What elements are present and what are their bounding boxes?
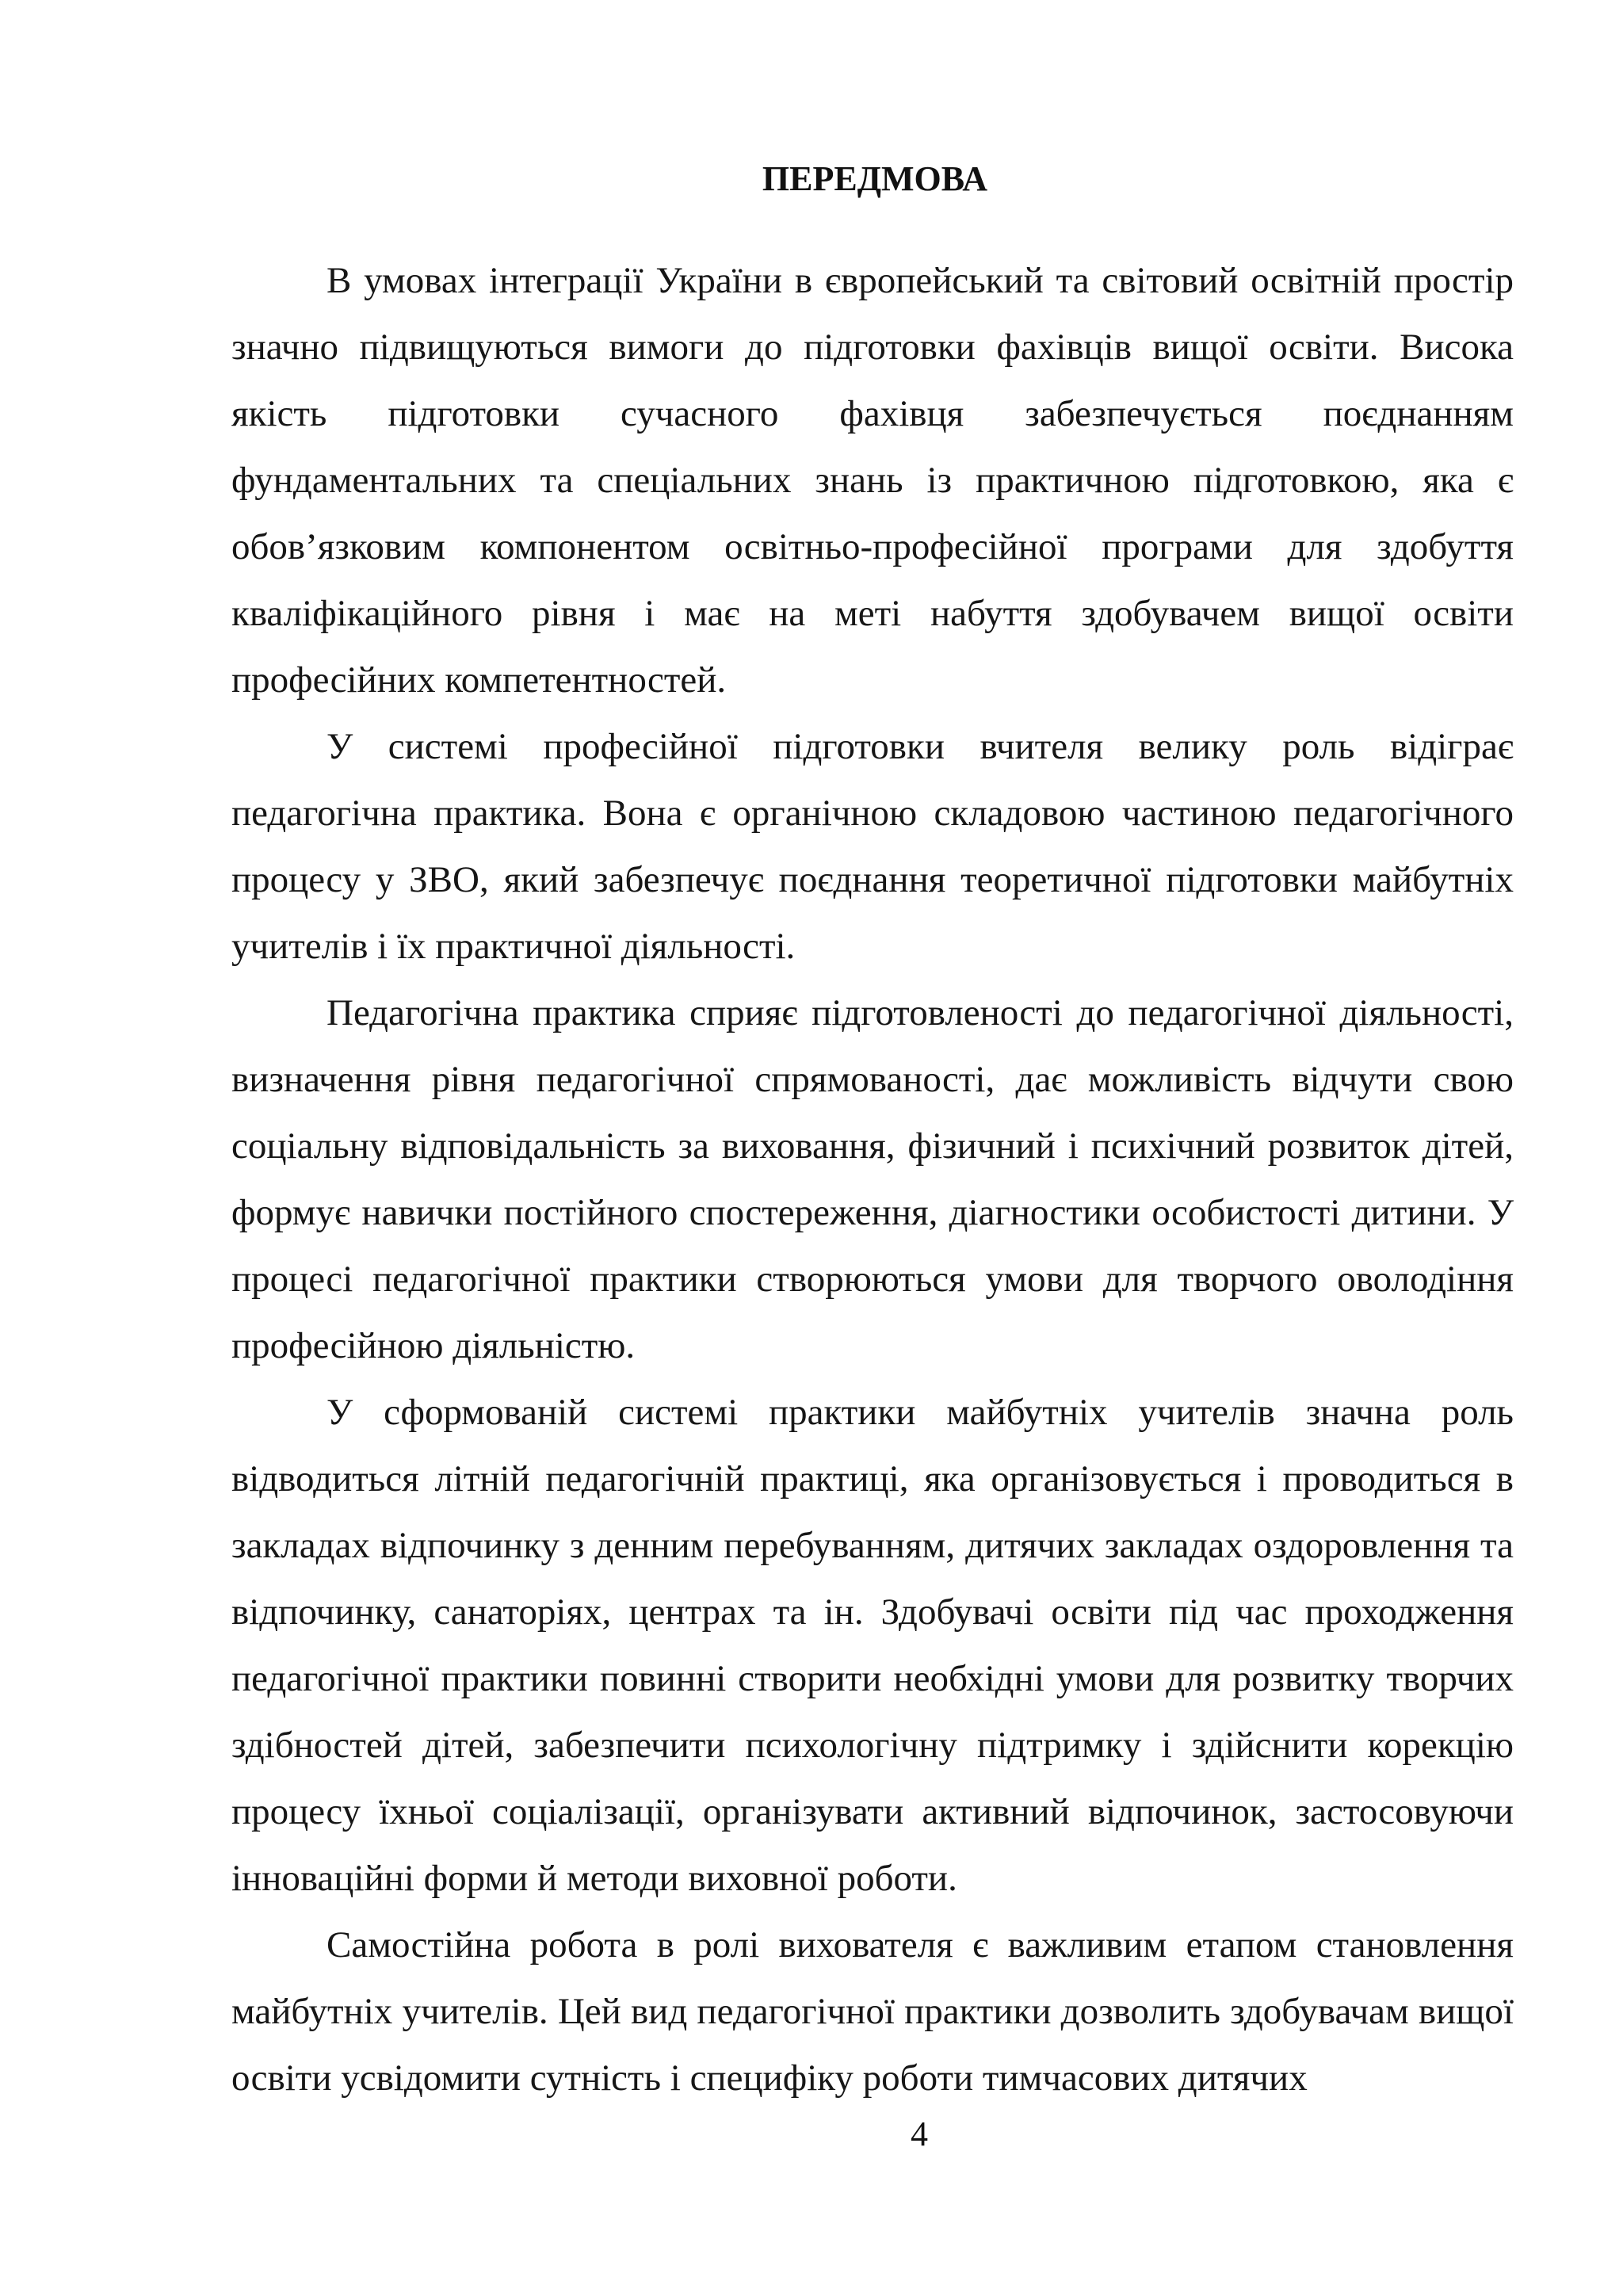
paragraph-4: У сформованій системі практики майбутніх учителів значна роль відводиться літній педагогічній практиці, яка організовується і проводиться в закладах відпочинку з денним перебуванням, дитячих закладах оздоровлення та відпочинку, санаторіях, центрах та ін. Здобувачі освіти під час проходження педагогічної практики повинні створити необхідні умови для розвитку творчих здібностей дітей, забезпечити психологічну підтримку і здійснити корекцію процесу їхньої соціалізації, організувати активний відпочинок, застосовуючи інноваційні форми й методи виховної роботи. [231,1392,1514,1899]
paragraph-3: Педагогічна практика сприяє підготовленості до педагогічної діяльності, визначення рівня педагогічної спрямованості, дає можливість відчути свою соціальну відповідальність за виховання, фізичний і психічний розвиток дітей, формує навички постійного спостереження, діагностики особистості дитини. У процесі педагогічної практики створюються умови для творчого оволодіння професійною діяльністю. [231,992,1514,1366]
paragraph-5: Самостійна робота в ролі вихователя є важливим етапом становлення майбутніх учителів. Цей вид педагогічної практики дозволить здобувачам вищої освіти усвідомити сутність і специфіку роботи тимчасових дитячих [231,1924,1514,2099]
paragraph-1: В умовах інтеграції України в європейський та світовий освітній простір значно підвищуються вимоги до підготовки фахівців вищої освіти. Висока якість підготовки сучасного фахівця забезпечується поєднанням фундаментальних та спеціальних знань із практичною підготовкою, яка є обов’язковим компонентом освітньо-професійної програми для здобуття кваліфікаційного рівня і має на меті набуття здобувачем вищої освіти професійних компетентностей. [231,260,1514,701]
page-number: 4 [911,2115,928,2153]
document-body [231,247,1514,2111]
document-heading: ПЕРЕДМОВА [762,159,988,198]
paragraph-2: У системі професійної підготовки вчителя велику роль відіграє педагогічна практика. Вона є органічною складовою частиною педагогічного процесу у ЗВО, який забезпечує поєднання теоретичної підготовки майбутніх учителів і їх практичної діяльності. [231,726,1514,967]
